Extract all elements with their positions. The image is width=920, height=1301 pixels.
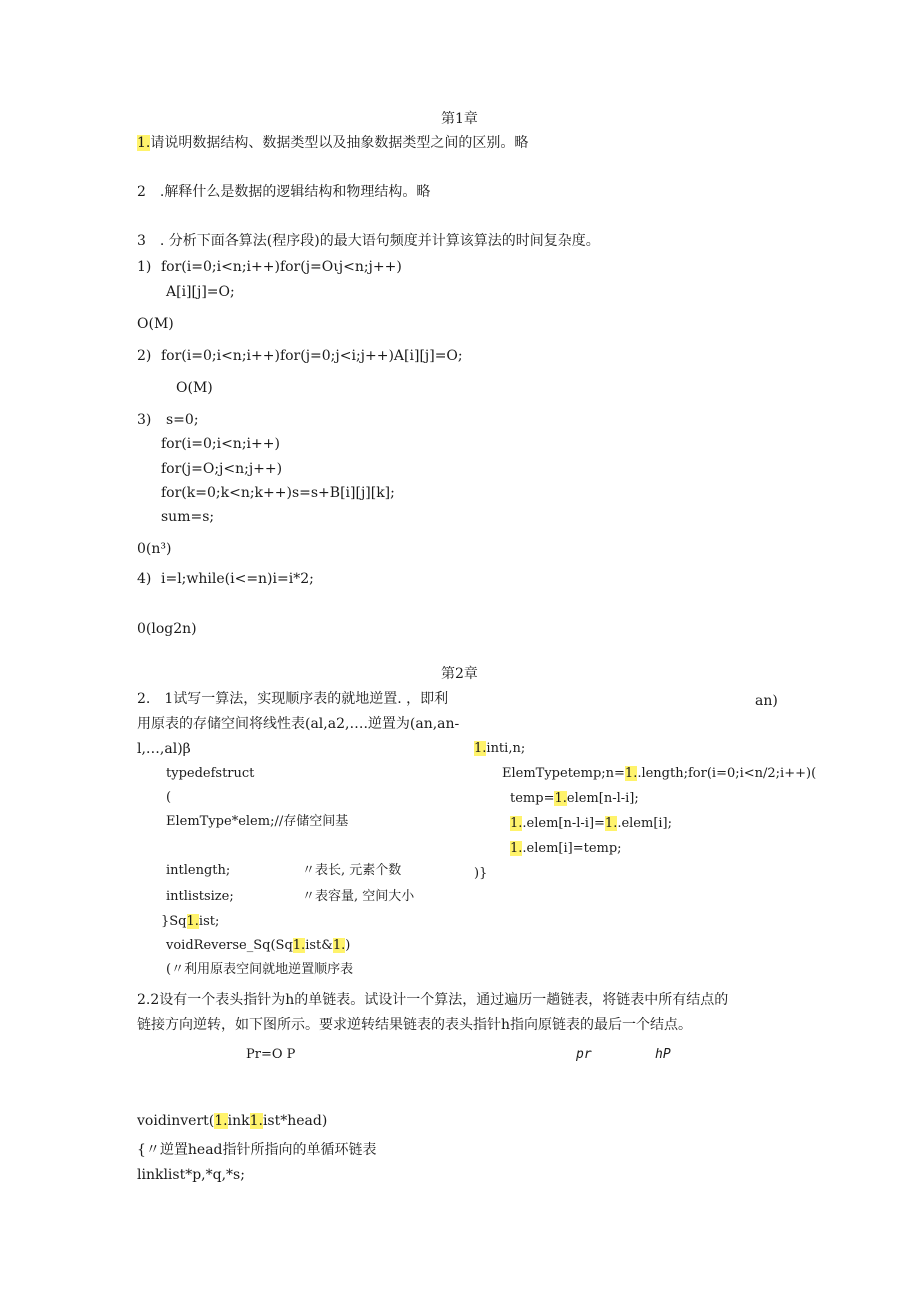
item-1-line-2: A[i][j]=O; [166,284,235,300]
item-4-line-1: i=l;while(i<=n)i=i*2; [161,571,314,587]
code-invert-post: ist*head) [262,1113,328,1129]
item-3-line-2: for(i=0;i<n;i++) [161,436,280,452]
question-2-1-line-2: 用原表的存储空间将线性表(al,a2,….逆置为(an,an- [137,716,460,732]
question-2-1-line-3: l,…,al)β [137,741,191,757]
question-1 [137,134,528,152]
code-invert-highlight-1: 1. [214,1113,228,1129]
code-invert-mid: ink [227,1113,250,1129]
code-elem: ElemType*elem;//存储空间基 [166,814,349,829]
item-1-line-1: for(i=0;i<n;i++)for(j=Oιj<n;j++) [161,259,402,275]
item-1-label: 1) [137,259,152,275]
figure-label-right: hP [655,1047,671,1062]
code-close: )} [474,866,488,881]
question-1-text: 请说明数据结构、数据类型以及抽象数据类型之间的区别。略 [150,135,529,151]
code-reverse [166,937,350,955]
code-elemtype-post: .length;for(i=0;i<n/2;i++)( [637,766,817,781]
question-2-2-line-2: 链接方向逆转，如下图所示。要求逆转结果链表的表头指针h指向原链表的最后一个结点。 [137,1017,693,1033]
code-reverse-comment: (〃利用原表空间就地逆置顺序表 [166,962,354,977]
item-4-answer: 0(log2n) [137,621,197,637]
question-2: 2 .解释什么是数据的逻辑结构和物理结构。略 [137,184,431,200]
code-elemtype [502,765,816,783]
chapter1-title: 第1章 [441,111,478,127]
code-temp-highlight: 1. [554,791,567,806]
code-listsize-comment: 〃表容量, 空间大小 [302,889,415,904]
question-2-1-line-1-right: an) [755,693,778,709]
code-invert-pre: voidinvert( [137,1113,215,1129]
item-3-line-5: sum=s; [161,509,215,525]
code-int-text: inti,n; [486,741,526,756]
code-assign-temp [510,840,622,858]
item-2-line-1: for(i=0;i<n;i++)for(j=0;j<i;j++)A[i][j]=O; [161,348,463,364]
code-reverse-pre: voidReverse_Sq(Sq [166,938,293,953]
code-reverse-post: ) [345,938,351,953]
item-2-label: 2) [137,348,152,364]
item-3-answer: 0(n³) [137,541,172,557]
question-2-1-line-1: 2. 1试写一算法，实现顺序表的就地逆置. ，即利 [137,691,449,707]
code-brace: ( [166,790,172,805]
code-int-highlight: 1. [474,741,487,756]
code-listsize: intlistsize; [166,889,234,904]
item-3-label: 3) [137,412,152,428]
code-assign-post: .elem[i]=temp; [522,841,622,856]
code-sqlist-pre: }Sq [161,914,187,929]
code-invert [137,1112,327,1130]
code-swap [510,815,672,833]
item-3-line-4: for(k=0;k<n;k++)s=s+B[i][j][k]; [161,485,395,501]
item-4-label: 4) [137,571,152,587]
code-sqlist [161,913,219,931]
item-1-answer: O(M) [137,316,174,332]
code-swap-post: .elem[i]; [617,816,673,831]
code-assign-highlight: 1. [510,841,523,856]
code-swap-highlight-1: 1. [510,816,523,831]
code-reverse-mid: ist& [305,938,333,953]
item-2-answer: O(M) [176,380,213,396]
code-length-comment: 〃表长, 元素个数 [302,863,402,878]
code-sqlist-highlight: 1. [186,914,199,929]
code-elemtype-highlight: 1. [624,766,638,781]
figure-label-mid: pr [576,1047,592,1062]
code-swap-mid: .elem[n-l-i]= [522,816,605,831]
code-invert-highlight-2: 1. [249,1113,263,1129]
item-3-line-3: for(j=O;j<n;j++) [161,461,283,477]
code-typedef: typedefstruct [166,766,255,781]
code-reverse-highlight-1: 1. [292,938,306,953]
question-2-2-line-1: 2.2设有一个表头指针为h的单链表。试设计一个算法，通过遍历一趟链表，将链表中所有结点的 [137,992,729,1008]
question-1-number: 1. [137,135,151,151]
question-3: 3 . 分析下面各算法(程序段)的最大语句频度并计算该算法的时间复杂度。 [137,233,600,249]
code-length: intlength; [166,863,231,878]
code-sqlist-post: ist; [198,914,220,929]
code-int [474,740,525,758]
code-temp-pre: temp= [510,791,555,806]
code-elemtype-pre: ElemTypetemp;n= [502,766,625,781]
code-swap-highlight-2: 1. [604,816,618,831]
item-3-line-1: s=0; [166,412,199,428]
code-temp [510,790,639,808]
chapter2-title: 第2章 [441,666,478,682]
code-invert-comment: {〃逆置head指针所指向的单循环链表 [137,1142,377,1158]
code-temp-post: elem[n-l-i]; [566,791,639,806]
figure-label-left: Pr=O P [246,1047,296,1062]
code-reverse-highlight-2: 1. [332,938,346,953]
code-invert-decl: linklist*p,*q,*s; [137,1167,245,1183]
